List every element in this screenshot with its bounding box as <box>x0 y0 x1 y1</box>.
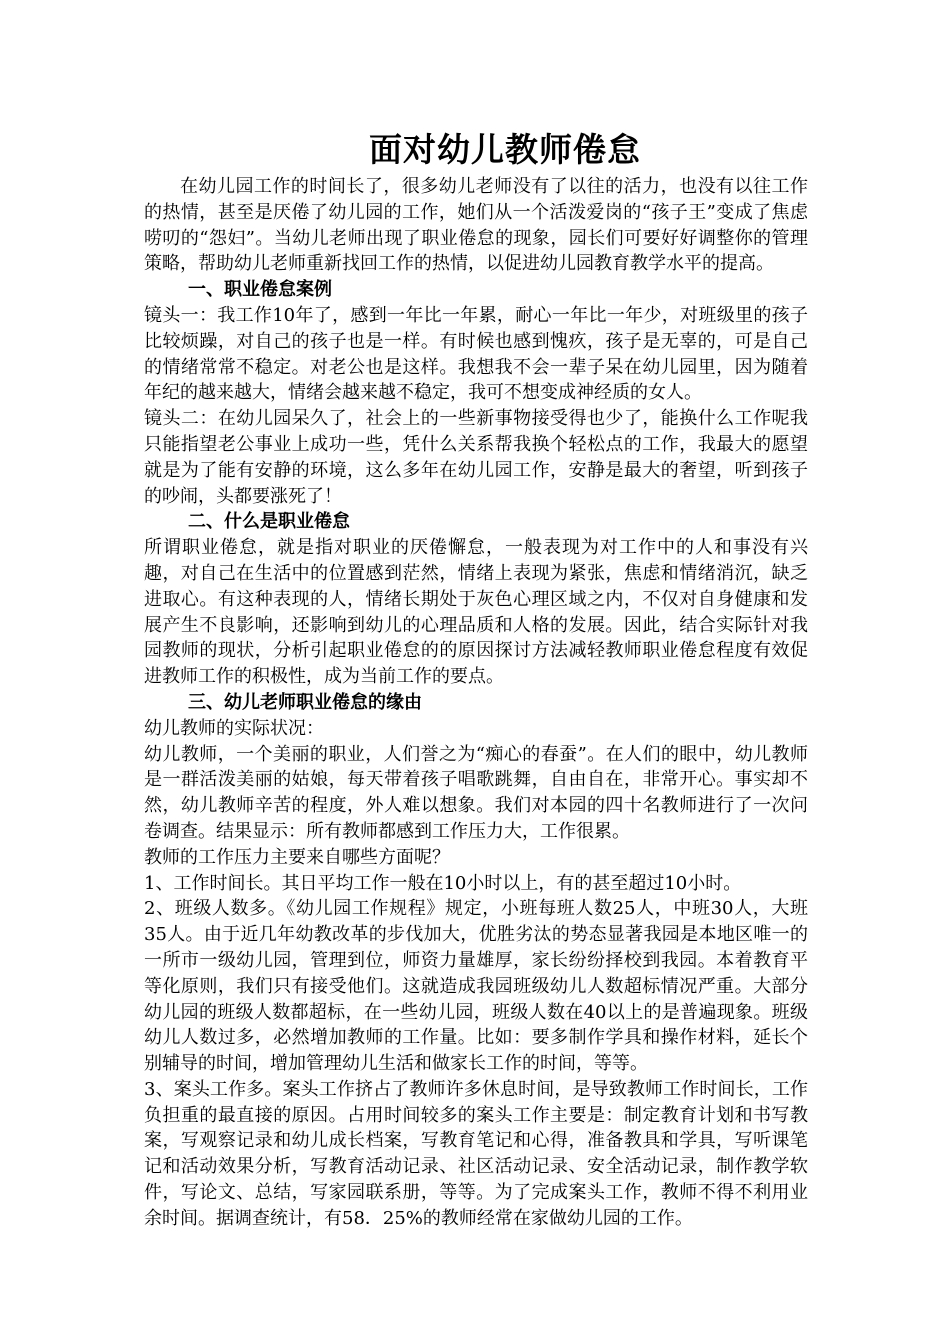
pressure-point-3: 3、案头工作多。案头工作挤占了教师许多休息时间，是导致教师工作时间长，工作负担重的最直接的原因。占用时间较多的案头工作主要是：制定教育计划和书写教案，写观察记录和幼儿成长档案，写教育笔记和心得，准备教具和学具，写听课笔记和活动效果分析，写教育活动记录、社区活动记录、安全活动记录，制作教学软件，写论文、总结，写家园联系册，等等。为了完成案头工作，教师不得不利用业余时间。据调查统计，有58．25%的教师经常在家做幼儿园的工作。 <box>144 1078 808 1229</box>
case-paragraph-2: 镜头二：在幼儿园呆久了，社会上的一些新事物接受得也少了，能换什么工作呢我只能指望老公事业上成功一些，凭什么关系帮我换个轻松点的工作，我最大的愿望就是为了能有安静的环境，这么多年在幼儿园工作，安静是最大的奢望，听到孩子的吵闹，头都要涨死了！ <box>144 408 808 507</box>
section-heading-definition: 二、什么是职业倦怠 <box>188 511 350 533</box>
definition-paragraph: 所谓职业倦怠，就是指对职业的厌倦懈怠，一般表现为对工作中的人和事没有兴趣，对自己在生活中的位置感到茫然，情绪上表现为紧张，焦虑和情绪消沉，缺乏进取心。有这种表现的人，情绪长期处于灰色心理区域之内，不仅对自身健康和发展产生不良影响，还影响到幼儿的心理品质和人格的发展。因此，结合实际针对我园教师的现状，分析引起职业倦怠的的原因探讨方法减轻教师职业倦怠程度有效促进教师工作的积极性，成为当前工作的要点。 <box>144 537 808 688</box>
pressure-point-2: 2、班级人数多。《幼儿园工作规程》规定，小班每班人数25人，中班30人，大班35人。由于近几年幼教改革的步伐加大，优胜劣汰的势态显著我园是本地区唯一的一所市一级幼儿园，管理到位，师资力量雄厚，家长纷纷择校到我园。本着教育平等化原则，我们只有接受他们。这就造成我园班级幼儿人数超标情况严重。大部分幼儿园的班级人数都超标，在一些幼儿园，班级人数在40以上的是普遍现象。班级幼儿人数过多，必然增加教师的工作量。比如：要多制作学具和操作材料，延长个别辅导的时间，增加管理幼儿生活和做家长工作的时间，等等。 <box>144 898 808 1075</box>
status-paragraph: 幼儿教师，一个美丽的职业，人们誉之为“痴心的春蚕”。在人们的眼中，幼儿教师是一群活泼美丽的姑娘，每天带着孩子唱歌跳舞，自由自在，非常开心。事实却不然，幼儿教师辛苦的程度，外人难以想象。我们对本园的四十名教师进行了一次问卷调查。结果显示：所有教师都感到工作压力大，工作很累。 <box>144 743 808 842</box>
section-heading-causes: 三、幼儿老师职业倦怠的缘由 <box>188 691 422 713</box>
intro-paragraph: 在幼儿园工作的时间长了，很多幼儿老师没有了以往的活力，也没有以往工作的热情，甚至是厌倦了幼儿园的工作，她们从一个活泼爱岗的“孩子王”变成了焦虑唠叨的“怨妇”。当幼儿老师出现了职业倦怠的现象，园长们可要好好调整你的管理策略，帮助幼儿老师重新找回工作的热情，以促进幼儿园教育教学水平的提高。 <box>144 176 808 275</box>
section-heading-case-studies: 一、职业倦怠案例 <box>188 279 332 301</box>
document-title: 面对幼儿教师倦怠 <box>369 130 641 169</box>
case-paragraph-1: 镜头一：我工作10年了，感到一年比一年累，耐心一年比一年少，对班级里的孩子比较烦躁，对自己的孩子也是一样。有时候也感到愧疚，孩子是无辜的，可是自己的情绪常常不稳定。对老公也是这样。我想我不会一辈子呆在幼儿园里，因为随着年纪的越来越大，情绪会越来越不稳定，我可不想变成神经质的女人。 <box>144 304 808 404</box>
document-body <box>144 174 808 1232</box>
pressure-question: 教师的工作压力主要来自哪些方面呢？ <box>144 846 450 868</box>
status-label: 幼儿教师的实际状况： <box>144 717 324 739</box>
pressure-point-1: 1、工作时间长。其日平均工作一般在10小时以上，有的甚至超过10小时。 <box>144 872 742 894</box>
